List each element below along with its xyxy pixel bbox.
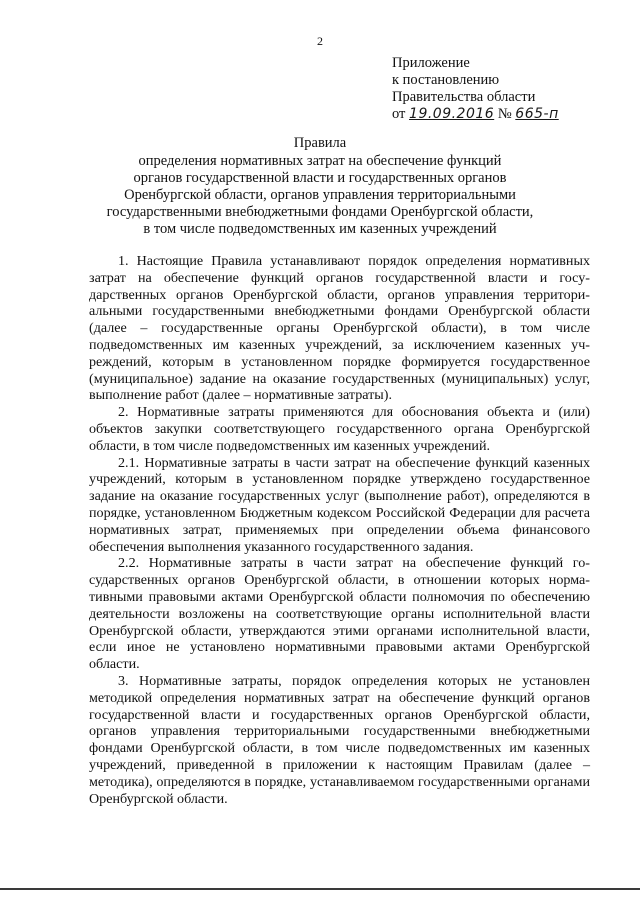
paragraph-2-1: 2.1. Нормативные затраты в части затрат на обеспечение функций казенных учреждений, которым в установленном порядке утверждено государственное задание на оказание государственных услуг (выполнение работ), определяются в порядке, установленном Бюджетным кодексом Российской Федерации для расчета нормативных затрат, применяемых при определении объема финансового обеспечения выполнения указанного государственного задания.: [89, 454, 590, 555]
appendix-line-2: к постановлению: [392, 72, 500, 88]
bottom-scan-edge: [0, 888, 640, 890]
title-line: Оренбургской области, органов управления территориальными: [124, 187, 516, 203]
appendix-line-1: Приложение: [392, 55, 470, 71]
handwritten-number: 665-п: [515, 106, 559, 122]
number-label: №: [497, 106, 512, 122]
from-label: от: [392, 106, 406, 122]
page-number: 2: [317, 34, 323, 48]
handwritten-date: 19.09.2016: [409, 106, 495, 122]
body-text: [89, 253, 590, 807]
appendix-line-3: Правительства области: [392, 89, 536, 105]
paragraph-1: 1. Настоящие Правила устанавливают порядок определения нормативных затрат на обеспечение функций органов государственной власти и государственных органов Оренбургской области, органов управления территориальными государственными внебюджетными фондами Оренбургской области (далее – государственные органы Оренбургской области), в том числе подведомственных им казенных учреждений, за исключением казенных учреждений, которым в установленном порядке формируется государственное (муниципальное) задание на оказание государственных (муниципальных) услуг, выполнение работ (далее – нормативные затраты).: [89, 253, 590, 404]
document-title: [40, 135, 600, 238]
title-line: определения нормативных затрат на обеспечение функций: [138, 153, 502, 169]
title-line: государственными внебюджетными фондами Оренбургской области,: [106, 204, 534, 220]
appendix-date-line: [392, 106, 559, 123]
paragraph-2: 2. Нормативные затраты применяются для обоснования объекта и (или) объектов закупки соответствующего государственного органа Оренбургской области, в том числе подведомственных им казенных учреждений.: [89, 404, 590, 454]
title-line: органов государственной власти и государственных органов: [133, 170, 507, 186]
paragraph-2-2: 2.2. Нормативные затраты в части затрат на обеспечение функций государственных органов Оренбургской области, в отношении которых нормативными правовыми актами Оренбургской области полномочия по обеспечению деятельности возложены на соответствующие органы исполнительной власти Оренбургской области, утверждаются этими органами исполнительной власти, если иное не установлено нормативными правовыми актами Оренбургской области.: [89, 555, 590, 673]
title-line: в том числе подведомственных им казенных учреждений: [143, 221, 497, 237]
paragraph-3: 3. Нормативные затраты, порядок определения которых не установлен методикой определения нормативных затрат на обеспечение функций органов государственной власти и государственных органов Оренбургской области, органов управления территориальными государственными внебюджетными фондами Оренбургской области, в том числе подведомственных им казенных учреждений, приведенной в приложении к настоящим Правилам (далее – методика), определяются в порядке, устанавливаемом государственными органами Оренбургской области.: [89, 672, 590, 807]
appendix-block: [392, 55, 559, 123]
title-heading: Правила: [293, 135, 347, 151]
